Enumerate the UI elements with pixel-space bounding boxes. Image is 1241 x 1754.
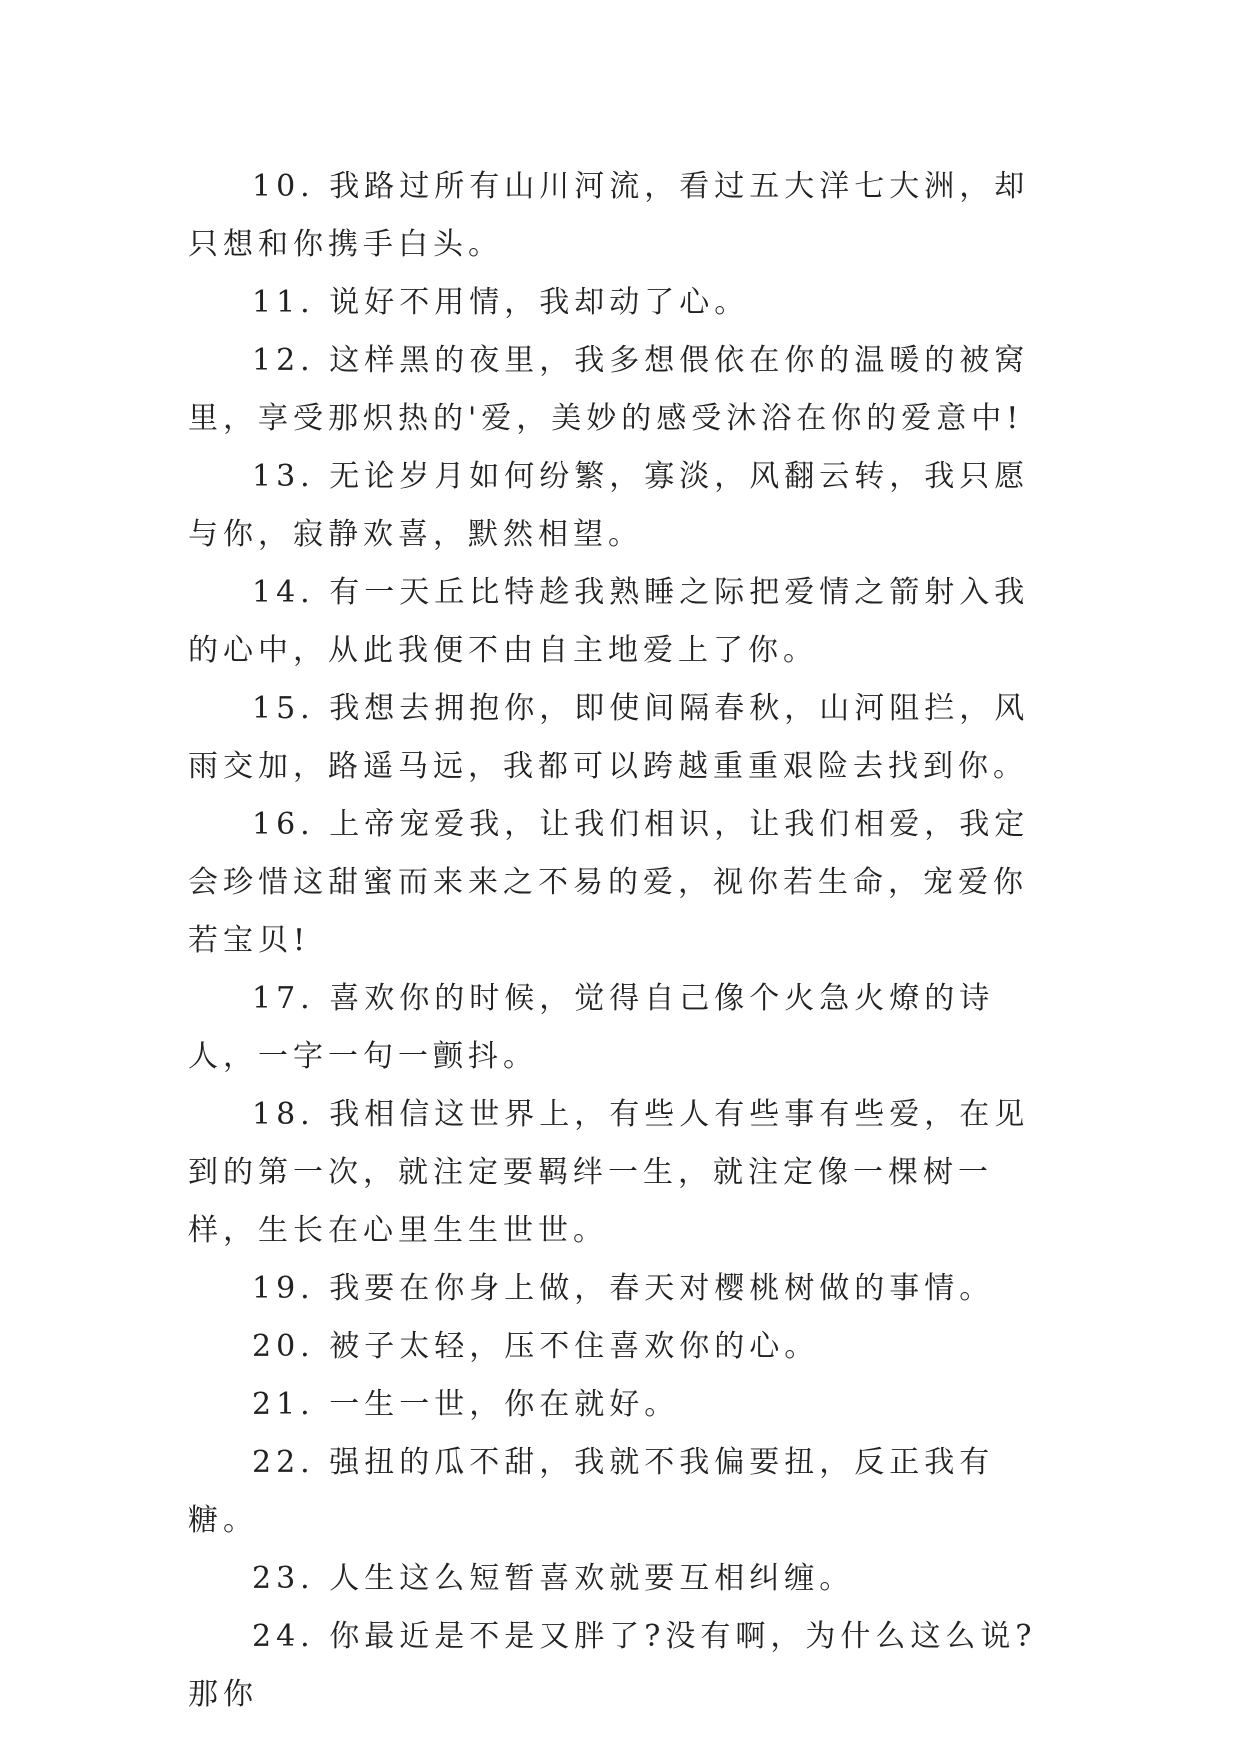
paragraph-16: 16. 上帝宠爱我，让我们相识，让我们相爱，我定会珍惜这甜蜜而来来之不易的爱，视你若生命，宠爱你若宝贝!	[188, 807, 1030, 958]
paragraph-20: 20. 被子太轻，压不住喜欢你的心。	[252, 1329, 820, 1364]
paragraph-22: 22. 强扭的瓜不甜，我就不我偏要扭，反正我有糖。	[188, 1445, 995, 1538]
paragraph-24: 24. 你最近是不是又胖了?没有啊，为什么这么说?那你	[188, 1619, 1037, 1712]
paragraph-19: 19. 我要在你身上做，春天对樱桃树做的事情。	[252, 1271, 995, 1306]
document-body	[188, 158, 1056, 1724]
paragraph-18: 18. 我相信这世界上，有些人有些事有些爱，在见到的第一次，就注定要羁绊一生，就注定像一棵树一样，生长在心里生生世世。	[188, 1097, 1030, 1248]
paragraph-10: 10. 我路过所有山川河流，看过五大洋七大洲，却只想和你携手白头。	[188, 169, 1030, 262]
paragraph-11: 11. 说好不用情，我却动了心。	[252, 285, 750, 320]
paragraph-14: 14. 有一天丘比特趁我熟睡之际把爱情之箭射入我的心中，从此我便不由自主地爱上了你。	[188, 575, 1030, 668]
paragraph-15: 15. 我想去拥抱你，即使间隔春秋，山河阻拦，风雨交加，路遥马远，我都可以跨越重重艰险去找到你。	[188, 691, 1030, 784]
paragraph-17: 17. 喜欢你的时候，觉得自己像个火急火燎的诗人，一字一句一颤抖。	[188, 981, 995, 1074]
paragraph-21: 21. 一生一世，你在就好。	[252, 1387, 680, 1422]
paragraph-23: 23. 人生这么短暂喜欢就要互相纠缠。	[252, 1561, 855, 1596]
paragraph-12: 12. 这样黑的夜里，我多想偎依在你的温暖的被窝里，享受那炽热的'爱，美妙的感受沐浴在你的爱意中!	[188, 343, 1030, 436]
paragraph-13: 13. 无论岁月如何纷繁，寡淡，风翻云转，我只愿与你，寂静欢喜，默然相望。	[188, 459, 1030, 552]
